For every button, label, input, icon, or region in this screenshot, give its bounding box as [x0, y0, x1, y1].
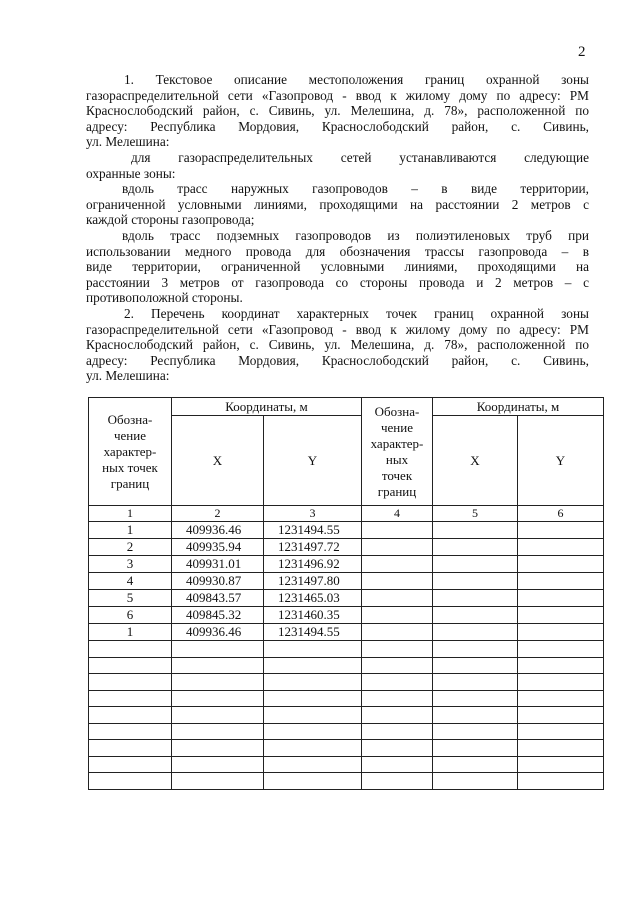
text-line: 1. Текстовое описание местоположения границ охранной зоны — [124, 72, 589, 87]
text-line: ул. Мелешина: — [86, 134, 170, 150]
empty-cell — [518, 607, 604, 624]
table-row — [89, 607, 604, 624]
table-row-empty — [89, 690, 604, 707]
x-coordinate-cell: 409930.87 — [172, 573, 264, 590]
point-number-cell: 5 — [89, 590, 172, 607]
header-point-label-2 — [362, 398, 433, 506]
empty-cell — [433, 723, 518, 740]
empty-cell — [172, 756, 264, 773]
paragraph-5 — [86, 306, 589, 384]
text-line: противоположной стороны. — [86, 290, 243, 306]
point-number-cell: 6 — [89, 607, 172, 624]
table-row — [89, 624, 604, 641]
empty-cell — [433, 522, 518, 539]
table-row — [89, 573, 604, 590]
text-line: охранные зоны: — [86, 165, 176, 181]
header-line: характер- — [370, 435, 424, 451]
empty-cell — [518, 756, 604, 773]
empty-cell — [433, 590, 518, 607]
empty-cell — [518, 573, 604, 590]
y-coordinate-cell: 1231494.55 — [264, 624, 362, 641]
text-line: 2. Перечень координат характерных точек границ охранной зоны — [124, 306, 589, 321]
empty-cell — [433, 773, 518, 790]
empty-cell — [89, 723, 172, 740]
empty-cell — [518, 624, 604, 641]
empty-cell — [518, 690, 604, 707]
empty-cell — [362, 674, 433, 691]
empty-cell — [518, 641, 604, 658]
header-y-2: Y — [518, 416, 604, 506]
empty-cell — [362, 556, 433, 573]
table-row-empty — [89, 740, 604, 757]
empty-cell — [433, 624, 518, 641]
empty-cell — [433, 740, 518, 757]
header-coordinates-2: Координаты, м — [433, 398, 604, 416]
empty-cell — [518, 556, 604, 573]
empty-cell — [362, 773, 433, 790]
table-row-empty — [89, 657, 604, 674]
text-line: Краснослободский район, с. Сивинь, ул. Мелешина, д. 78», расположенной по — [86, 103, 589, 119]
table-row — [89, 539, 604, 556]
table-row — [89, 522, 604, 539]
text-line: адресу: Республика Мордовия, Краснослободский район, с. Сивинь, — [86, 352, 589, 368]
column-number: 5 — [433, 506, 518, 522]
empty-cell — [433, 641, 518, 658]
empty-cell — [362, 690, 433, 707]
x-coordinate-cell: 409936.46 — [172, 624, 264, 641]
empty-cell — [172, 773, 264, 790]
empty-cell — [518, 539, 604, 556]
header-line: чение — [381, 419, 413, 435]
empty-cell — [172, 657, 264, 674]
table-row-empty — [89, 756, 604, 773]
text-line: вдоль трасс наружных газопроводов – в виде территории, — [122, 181, 589, 196]
empty-cell — [518, 707, 604, 724]
text-line: ул. Мелешина: — [86, 368, 170, 384]
empty-cell — [362, 624, 433, 641]
empty-cell — [89, 690, 172, 707]
text-line: ограниченной условными линиями, проходящими на расстоянии 2 метров с — [86, 196, 589, 212]
empty-cell — [433, 607, 518, 624]
header-coordinates: Координаты, м — [172, 398, 362, 416]
empty-cell — [362, 590, 433, 607]
header-line: границ — [110, 475, 150, 491]
text-line: вдоль трасс подземных газопроводов из полиэтиленовых труб при — [122, 228, 589, 243]
empty-cell — [172, 707, 264, 724]
x-coordinate-cell: 409843.57 — [172, 590, 264, 607]
empty-cell — [518, 773, 604, 790]
empty-cell — [518, 674, 604, 691]
empty-cell — [433, 707, 518, 724]
text-line: газораспределительной сети «Газопровод - ввод к жилому дому по адресу: РМ — [86, 87, 589, 103]
empty-cell — [362, 573, 433, 590]
empty-cell — [264, 723, 362, 740]
text-line: использовании медного провода для обозначения трассы газопровода – в — [86, 243, 589, 259]
column-number: 3 — [264, 506, 362, 522]
text-line: адресу: Республика Мордовия, Краснослободский район, с. Сивинь, — [86, 118, 589, 134]
empty-cell — [433, 657, 518, 674]
empty-cell — [433, 556, 518, 573]
empty-cell — [172, 674, 264, 691]
header-line: Обозна- — [107, 411, 153, 427]
empty-cell — [89, 657, 172, 674]
empty-cell — [172, 690, 264, 707]
column-number: 6 — [518, 506, 604, 522]
text-line: для газораспределительных сетей устанавливаются следующие — [131, 150, 589, 165]
table-row-empty — [89, 674, 604, 691]
text-line: каждой стороны газопровода; — [86, 212, 255, 228]
empty-cell — [362, 740, 433, 757]
header-y: Y — [264, 416, 362, 506]
empty-cell — [362, 707, 433, 724]
empty-cell — [172, 641, 264, 658]
empty-cell — [362, 756, 433, 773]
header-line: точек — [381, 467, 413, 483]
empty-cell — [362, 641, 433, 658]
empty-cell — [362, 522, 433, 539]
empty-cell — [433, 573, 518, 590]
table-row-empty — [89, 707, 604, 724]
empty-cell — [264, 641, 362, 658]
empty-cell — [89, 773, 172, 790]
empty-cell — [172, 740, 264, 757]
table-row-empty — [89, 773, 604, 790]
empty-cell — [433, 756, 518, 773]
paragraph-1 — [86, 72, 589, 150]
x-coordinate-cell: 409931.01 — [172, 556, 264, 573]
header-line: границ — [377, 483, 417, 499]
text-line: виде территории, ограниченной условными линиями, проходящими на — [86, 259, 589, 275]
text-line: Краснослободский район, с. Сивинь, ул. Мелешина, д. 78», расположенной по — [86, 337, 589, 353]
paragraph-4 — [86, 228, 589, 306]
y-coordinate-cell: 1231460.35 — [264, 607, 362, 624]
y-coordinate-cell: 1231497.80 — [264, 573, 362, 590]
column-number: 2 — [172, 506, 264, 522]
table-row — [89, 590, 604, 607]
column-number: 1 — [89, 506, 172, 522]
page-number: 2 — [578, 44, 586, 60]
empty-cell — [264, 756, 362, 773]
empty-cell — [433, 690, 518, 707]
empty-cell — [433, 674, 518, 691]
paragraph-3 — [86, 181, 589, 228]
point-number-cell: 1 — [89, 624, 172, 641]
empty-cell — [89, 740, 172, 757]
header-line: характер- — [103, 443, 157, 459]
empty-cell — [362, 607, 433, 624]
point-number-cell: 1 — [89, 522, 172, 539]
empty-cell — [264, 674, 362, 691]
point-number-cell: 3 — [89, 556, 172, 573]
table-row — [89, 556, 604, 573]
empty-cell — [362, 539, 433, 556]
empty-cell — [518, 522, 604, 539]
empty-cell — [89, 707, 172, 724]
header-line: ных точек — [102, 459, 158, 475]
point-number-cell: 2 — [89, 539, 172, 556]
header-line: ных — [385, 451, 409, 467]
empty-cell — [89, 674, 172, 691]
coordinates-table — [88, 397, 604, 790]
empty-cell — [89, 641, 172, 658]
text-line: расстоянии 3 метров от газопровода со стороны провода и 2 метров – с — [86, 274, 589, 290]
empty-cell — [264, 740, 362, 757]
table-row-empty — [89, 641, 604, 658]
table-body — [89, 522, 604, 790]
empty-cell — [264, 707, 362, 724]
empty-cell — [433, 539, 518, 556]
empty-cell — [518, 657, 604, 674]
y-coordinate-cell: 1231497.72 — [264, 539, 362, 556]
empty-cell — [264, 657, 362, 674]
header-x: X — [172, 416, 264, 506]
empty-cell — [264, 690, 362, 707]
empty-cell — [362, 657, 433, 674]
empty-cell — [518, 590, 604, 607]
y-coordinate-cell: 1231465.03 — [264, 590, 362, 607]
y-coordinate-cell: 1231494.55 — [264, 522, 362, 539]
y-coordinate-cell: 1231496.92 — [264, 556, 362, 573]
empty-cell — [518, 723, 604, 740]
column-number: 4 — [362, 506, 433, 522]
header-line: чение — [114, 427, 146, 443]
paragraph-2 — [86, 150, 589, 181]
table-row-empty — [89, 723, 604, 740]
x-coordinate-cell: 409935.94 — [172, 539, 264, 556]
x-coordinate-cell: 409845.32 — [172, 607, 264, 624]
header-point-label — [89, 398, 172, 506]
empty-cell — [518, 740, 604, 757]
header-line: Обозна- — [374, 403, 420, 419]
x-coordinate-cell: 409936.46 — [172, 522, 264, 539]
empty-cell — [172, 723, 264, 740]
text-line: газораспределительной сети «Газопровод - ввод к жилому дому по адресу: РМ — [86, 321, 589, 337]
point-number-cell: 4 — [89, 573, 172, 590]
empty-cell — [89, 756, 172, 773]
header-x-2: X — [433, 416, 518, 506]
empty-cell — [264, 773, 362, 790]
empty-cell — [362, 723, 433, 740]
